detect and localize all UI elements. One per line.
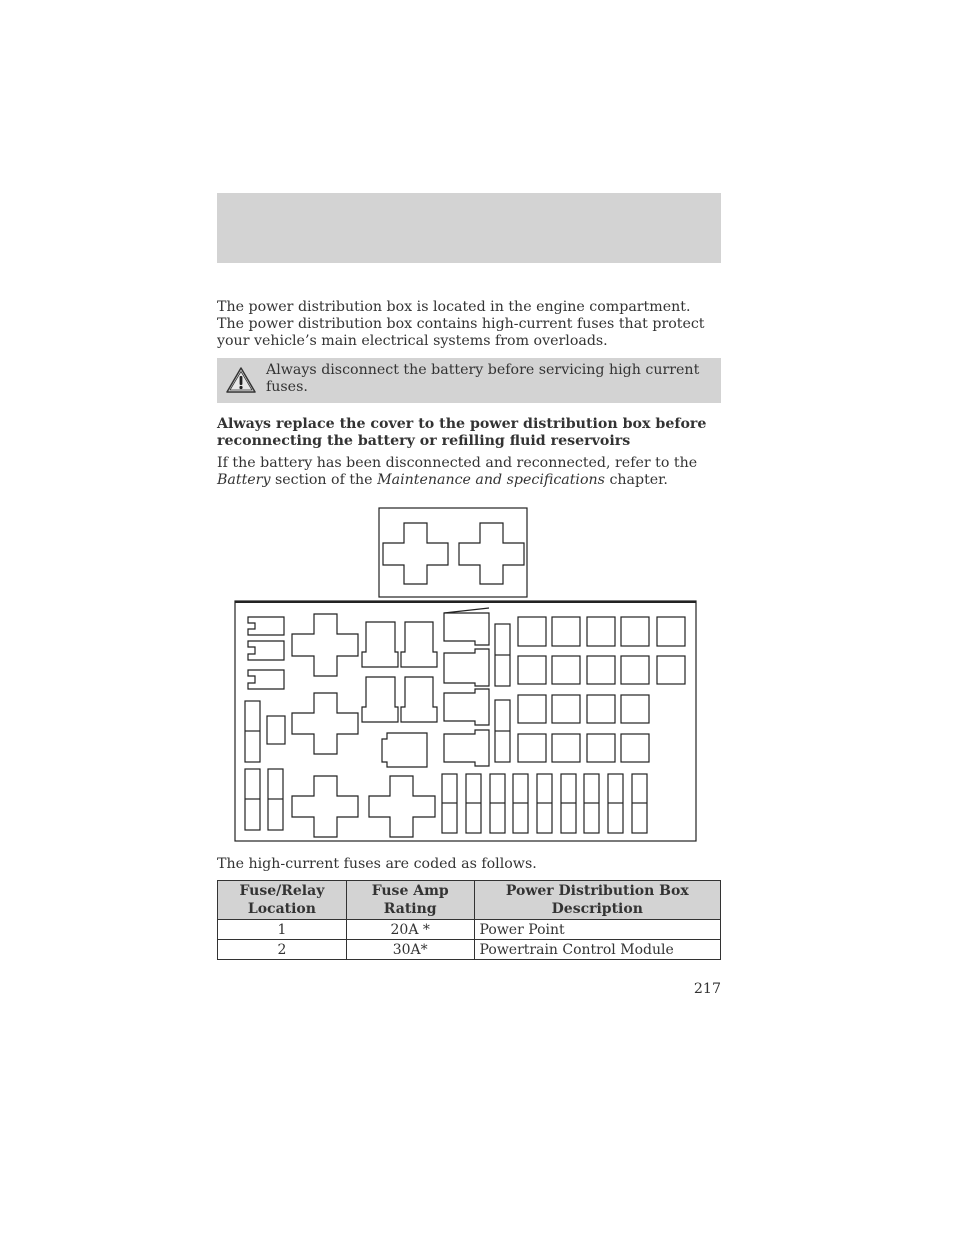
- mini-fuse: [621, 695, 649, 723]
- medium-relay: [382, 733, 427, 767]
- intro-paragraph: The power distribution box is located in the engine compartment. The power distribution box contains high-current fuses that protect your vehicle’s main electrical systems from overloads.: [217, 299, 705, 349]
- header-rating: Fuse Amp Rating: [346, 881, 474, 920]
- small-fuse: [267, 716, 285, 744]
- medium-relay: [362, 622, 398, 667]
- cell-description: Powertrain Control Module: [474, 940, 720, 960]
- header-location: Fuse/Relay Location: [218, 881, 347, 920]
- table-row: [218, 920, 721, 940]
- battery-note-part1: If the battery has been disconnected and reconnected, refer to the: [217, 455, 698, 471]
- cell-rating: 20A *: [346, 920, 474, 940]
- table-caption: The high-current fuses are coded as follows.: [217, 856, 537, 872]
- cell-location: 2: [218, 940, 347, 960]
- battery-section-reference: Battery: [217, 471, 271, 488]
- mini-fuse: [657, 617, 685, 646]
- side-connector: [444, 649, 489, 686]
- side-connector: [444, 613, 489, 645]
- battery-note-part3: chapter.: [604, 471, 668, 488]
- battery-note-part2: section of the: [270, 471, 378, 488]
- mini-fuse: [518, 734, 546, 762]
- mini-fuse: [621, 617, 649, 646]
- chapter-reference: Maintenance and specifications: [377, 471, 605, 488]
- side-connector: [444, 730, 489, 766]
- mini-fuse: [518, 617, 546, 646]
- cell-location: 1: [218, 920, 347, 940]
- mini-fuse: [657, 656, 685, 684]
- mini-fuse: [552, 734, 580, 762]
- table-row: [218, 940, 721, 960]
- side-connector: [444, 689, 489, 725]
- page-number: 217: [693, 981, 721, 997]
- cell-rating: 30A*: [346, 940, 474, 960]
- mini-fuse: [587, 695, 615, 723]
- mini-fuse: [587, 617, 615, 646]
- mini-fuse: [552, 695, 580, 723]
- mini-fuse: [552, 617, 580, 646]
- medium-relay: [401, 677, 437, 722]
- medium-relay: [362, 677, 398, 722]
- header-description: Power Distribution Box Description: [474, 881, 720, 920]
- mini-fuse: [587, 734, 615, 762]
- mini-fuse: [552, 656, 580, 684]
- mini-fuse: [587, 656, 615, 684]
- mini-fuse: [621, 656, 649, 684]
- mini-fuse: [518, 695, 546, 723]
- cover-note: Always replace the cover to the power distribution box before reconnecting the battery or refilling fluid reservoirs: [217, 416, 707, 449]
- table-header-row: [218, 881, 721, 920]
- mini-fuse: [621, 734, 649, 762]
- fuse-table: [217, 880, 721, 960]
- medium-relay: [401, 622, 437, 667]
- cell-description: Power Point: [474, 920, 720, 940]
- mini-fuse: [518, 656, 546, 684]
- warning-text: Always disconnect the battery before servicing high current fuses.: [266, 362, 700, 395]
